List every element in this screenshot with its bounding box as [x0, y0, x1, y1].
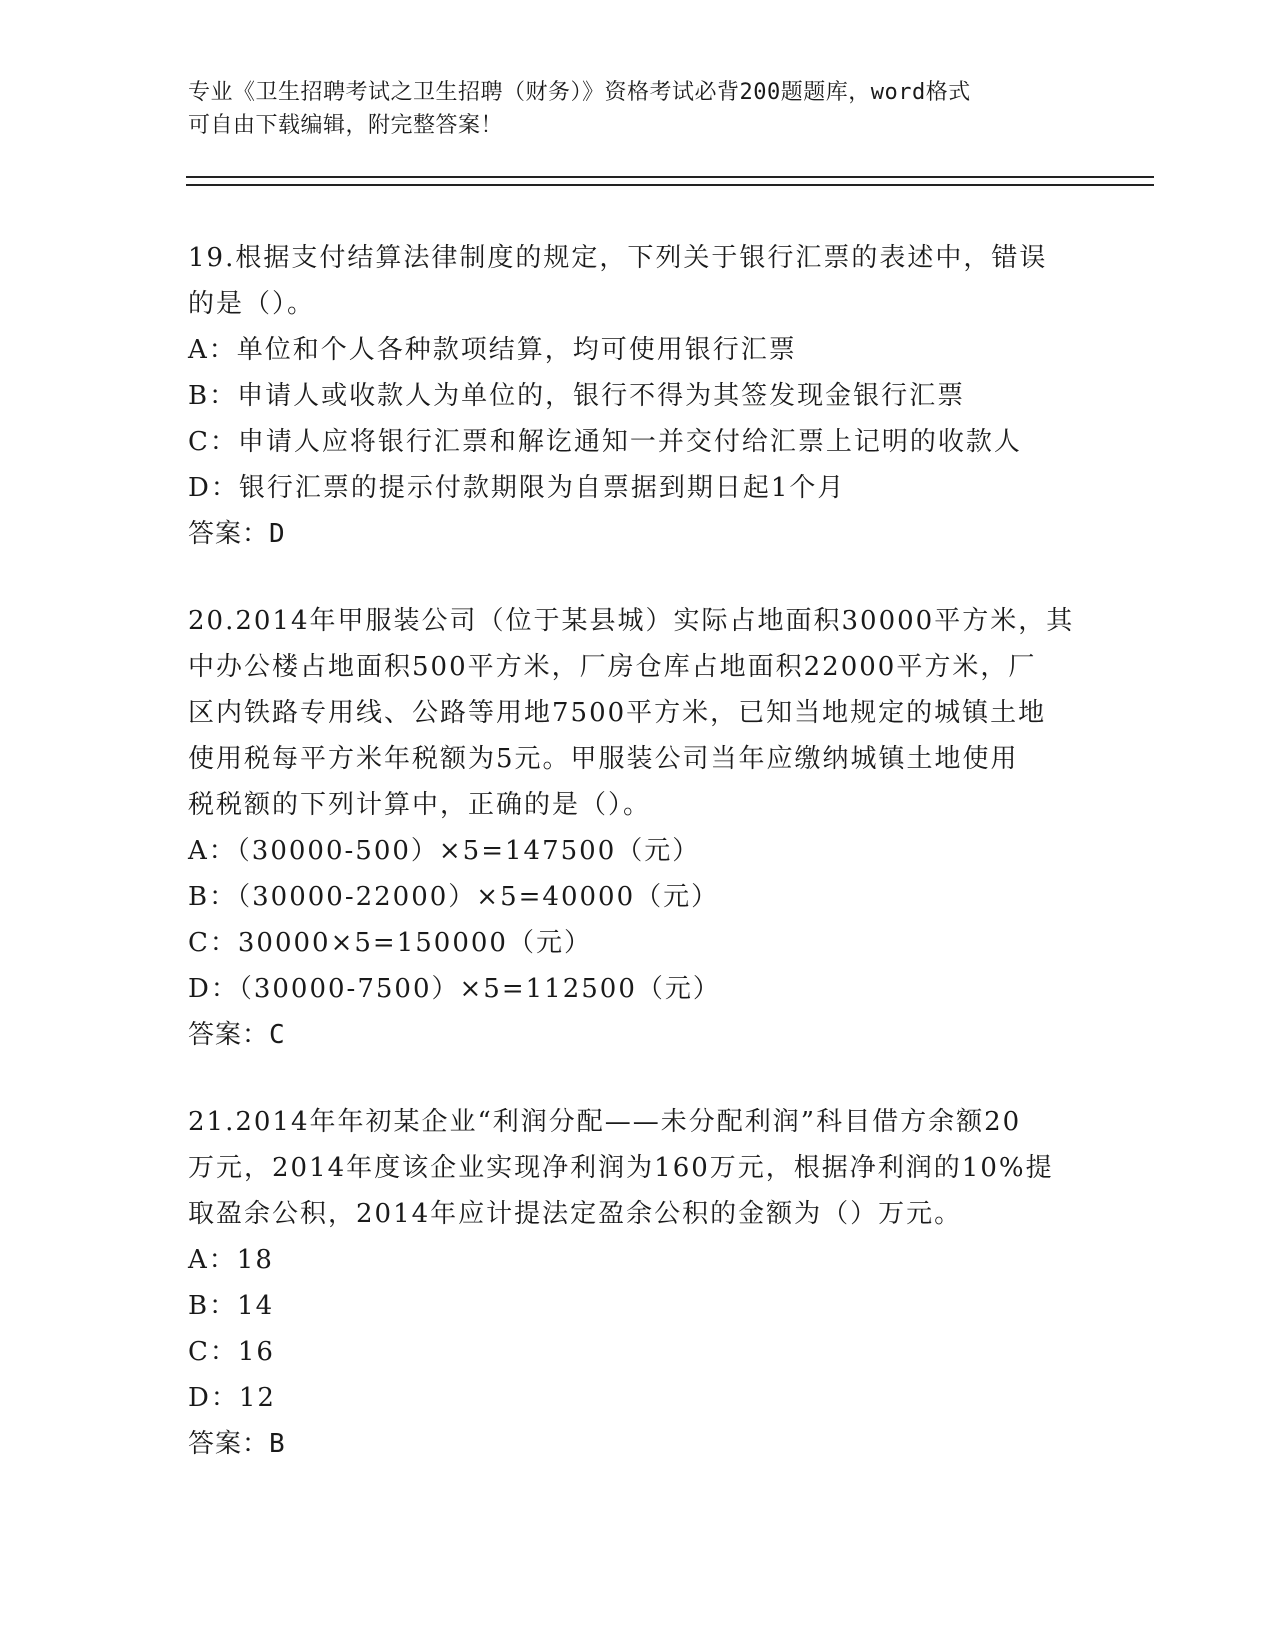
option-b: B：14	[188, 1291, 275, 1321]
header-line-2: 可自由下载编辑，附完整答案！	[188, 113, 504, 138]
option-b: B：（30000-22000）×5=40000（元）	[188, 882, 720, 912]
option-a: A：（30000-500）×5=147500（元）	[188, 836, 701, 866]
question-stem-line: 万元，2014年度该企业实现净利润为160万元，根据净利润的10%提	[188, 1153, 1054, 1183]
option-c: C：16	[188, 1337, 275, 1367]
option-a: A：18	[188, 1245, 274, 1275]
question-stem-line: 21.2014年年初某企业“利润分配——未分配利润”科目借方余额20	[188, 1107, 1022, 1137]
option-a: A：单位和个人各种款项结算，均可使用银行汇票	[188, 335, 797, 365]
answer-line: 答案：D	[188, 519, 286, 549]
option-d: D：（30000-7500）×5=112500（元）	[188, 974, 721, 1004]
option-d: D：12	[188, 1383, 276, 1413]
option-c: C：申请人应将银行汇票和解讫通知一并交付给汇票上记明的收款人	[188, 427, 1022, 457]
question-stem-line: 中办公楼占地面积500平方米，厂房仓库占地面积22000平方米，厂	[188, 652, 1037, 682]
document-header	[188, 76, 1088, 142]
option-b: B：申请人或收款人为单位的，银行不得为其签发现金银行汇票	[188, 381, 966, 411]
answer-line: 答案：C	[188, 1020, 286, 1050]
question-stem-line: 取盈余公积，2014年应计提法定盈余公积的金额为（）万元。	[188, 1199, 963, 1229]
question-stem-line: 使用税每平方米年税额为5元。甲服装公司当年应缴纳城镇土地使用	[188, 744, 1019, 774]
answer-line: 答案：B	[188, 1429, 286, 1459]
question-stem-line: 税税额的下列计算中，正确的是（）。	[188, 790, 652, 820]
question-stem-line: 20.2014年甲服装公司（位于某县城）实际占地面积30000平方米，其	[188, 606, 1075, 636]
question-21	[188, 1099, 1088, 1467]
option-c: C：30000×5=150000（元）	[188, 928, 592, 958]
question-stem-line: 19.根据支付结算法律制度的规定，下列关于银行汇票的表述中，错误	[188, 243, 1048, 273]
option-d: D：银行汇票的提示付款期限为自票据到期日起1个月	[188, 473, 846, 503]
question-stem-line: 的是（）。	[188, 289, 316, 319]
question-19	[188, 235, 1088, 557]
header-line-1: 专业《卫生招聘考试之卫生招聘（财务）》资格考试必背200题题库，word格式	[188, 80, 971, 105]
question-20	[188, 598, 1088, 1058]
header-divider	[186, 176, 1154, 186]
question-stem-line: 区内铁路专用线、公路等用地7500平方米，已知当地规定的城镇土地	[188, 698, 1047, 728]
